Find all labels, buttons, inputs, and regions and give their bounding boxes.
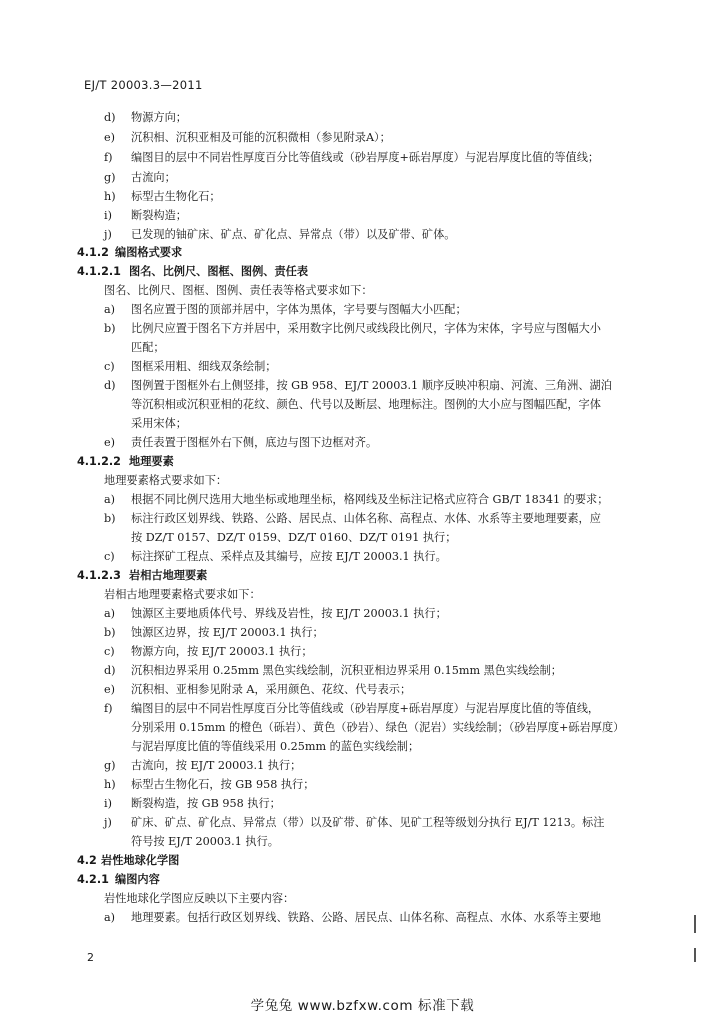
section-heading-4-2: 4.2 岩性地球化学图 xyxy=(77,854,180,867)
document-header: EJ/T 20003.3—2011 xyxy=(84,78,203,92)
page-number: 2 xyxy=(87,951,94,964)
section-heading-4-1-2: 4.1.2 编图格式要求 xyxy=(77,246,183,259)
section-heading-4-2-1: 4.2.1 编图内容 xyxy=(77,873,160,886)
section-heading-4-1-2-2: 4.1.2.2 地理要素 xyxy=(77,455,174,468)
section-heading-4-1-2-3: 4.1.2.3 岩相古地理要素 xyxy=(77,569,208,582)
scan-edge-mark xyxy=(694,915,696,933)
watermark-footer: 学兔兔 www.bzfxw.com 标准下载 xyxy=(250,998,475,1014)
section-heading-4-1-2-1: 4.1.2.1 图名、比例尺、图框、图例、责任表 xyxy=(77,265,309,278)
scan-edge-mark xyxy=(694,948,696,962)
